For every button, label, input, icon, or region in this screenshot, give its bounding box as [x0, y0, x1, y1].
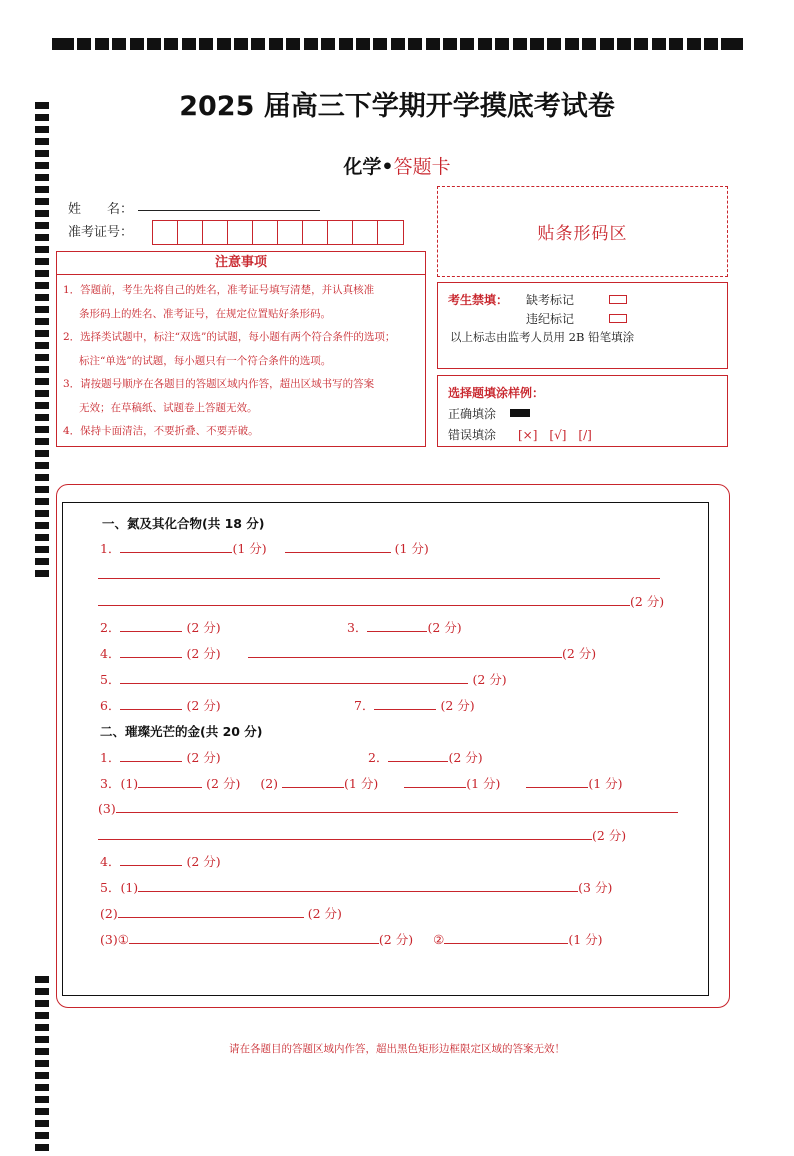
- points: (2 分): [472, 672, 507, 687]
- answer-line[interactable]: [98, 592, 664, 610]
- wrong-fill-label: 错误填涂: [448, 428, 497, 442]
- answer-line-s2q3[interactable]: [100, 774, 623, 792]
- id-label: 准考证号：: [68, 225, 134, 240]
- sub-number: (3)①: [100, 932, 129, 947]
- sub-number: (3): [98, 801, 116, 816]
- answer-line-q3[interactable]: [347, 618, 462, 636]
- question-number: 1．: [100, 541, 121, 556]
- id-boxes[interactable]: [152, 220, 404, 245]
- points: (2 分): [307, 906, 342, 921]
- answer-line[interactable]: [98, 826, 626, 844]
- id-box[interactable]: [353, 221, 378, 244]
- points: (1 分): [568, 932, 603, 947]
- points: (1 分): [344, 776, 379, 791]
- footer-note: 请在各题目的答题区域内作答，超出黑色矩形边框限定区域的答案无效！: [229, 1043, 565, 1055]
- sub-number: (1): [120, 880, 139, 895]
- fill-example-heading: 选择题填涂样例：: [448, 386, 545, 400]
- question-number: 7．: [354, 698, 375, 713]
- question-number: 4．: [100, 646, 121, 661]
- points: (2 分): [186, 698, 221, 713]
- question-number: 4．: [100, 854, 121, 869]
- name-label: 姓 名：: [68, 202, 134, 217]
- answer-line[interactable]: [98, 800, 678, 816]
- sub-number: (2): [100, 906, 118, 921]
- name-field[interactable]: [138, 210, 320, 211]
- barcode-label: 贴条形码区: [537, 224, 628, 244]
- notice-item: 3．请按题号顺序在各题目的答题区域内作答，超出区域书写的答案: [63, 378, 375, 390]
- forbidden-box: [437, 282, 728, 369]
- answer-line[interactable]: [100, 930, 603, 948]
- forbidden-label: 考生禁填：: [448, 293, 509, 307]
- timing-marks-left-2: [35, 976, 49, 1156]
- answer-line-q5[interactable]: [100, 670, 507, 688]
- violation-mark-label: 违纪标记: [526, 312, 575, 326]
- points: (1 分): [394, 541, 429, 556]
- id-box[interactable]: [178, 221, 203, 244]
- absent-mark-label: 缺考标记: [526, 293, 575, 307]
- points: (2 分): [186, 750, 221, 765]
- question-number: 5．: [100, 880, 121, 895]
- points: (2 分): [427, 620, 462, 635]
- points: (2 分): [186, 854, 221, 869]
- points: (2 分): [440, 698, 475, 713]
- sub-number: ②: [433, 932, 445, 947]
- question-number: 2．: [100, 620, 121, 635]
- answer-line-q2[interactable]: [100, 618, 221, 636]
- points: (2 分): [206, 776, 241, 791]
- question-number: 1．: [100, 750, 121, 765]
- answer-line-q6[interactable]: [100, 696, 221, 714]
- wrong-fill-samples: [×] [√] [/]: [518, 428, 592, 442]
- points: (3 分): [578, 880, 613, 895]
- answer-line-q7[interactable]: [354, 696, 475, 714]
- points: (2 分): [562, 646, 597, 661]
- subtitle: [0, 152, 794, 179]
- id-box[interactable]: [153, 221, 178, 244]
- correct-fill-sample: [510, 409, 530, 417]
- answer-line-q4[interactable]: [100, 644, 221, 662]
- absent-mark-box[interactable]: [609, 295, 627, 304]
- answer-line-q1[interactable]: [100, 539, 429, 557]
- sub-number: (2): [260, 776, 279, 791]
- id-box[interactable]: [378, 221, 403, 244]
- points: (2 分): [378, 932, 414, 947]
- fill-example-box: [437, 375, 728, 447]
- id-box[interactable]: [203, 221, 228, 244]
- notice-box: [56, 251, 426, 447]
- points: (2 分): [592, 828, 627, 843]
- section-heading-1: 一、氮及其化合物(共 18 分): [102, 516, 265, 531]
- answer-line-s2q2[interactable]: [368, 748, 483, 766]
- id-box[interactable]: [303, 221, 328, 244]
- notice-item-cont: 标注“单选”的试题，每小题只有一个符合条件的选项。: [79, 354, 332, 367]
- notice-item-cont: 无效；在草稿纸、试题卷上答题无效。: [79, 401, 258, 414]
- card-label: 答题卡: [393, 156, 451, 178]
- exam-title: 2025 届高三下学期开学摸底考试卷: [179, 91, 615, 122]
- id-box[interactable]: [228, 221, 253, 244]
- answer-line-s2q1[interactable]: [100, 748, 221, 766]
- section-heading-2: 二、璀璨光芒的金(共 20 分): [100, 724, 263, 739]
- question-number: 3．: [347, 620, 368, 635]
- answer-line[interactable]: [248, 644, 596, 662]
- correct-fill-label: 正确填涂: [448, 407, 497, 421]
- answer-line-s2q4[interactable]: [100, 852, 221, 870]
- id-box[interactable]: [253, 221, 278, 244]
- violation-mark-box[interactable]: [609, 314, 627, 323]
- points: (2 分): [448, 750, 483, 765]
- timing-marks-top: [52, 38, 744, 50]
- barcode-area: [437, 186, 728, 277]
- points: (2 分): [186, 646, 221, 661]
- points: (1 分): [466, 776, 501, 791]
- notice-item: 4．保持卡面清洁，不要折叠、不要弄破。: [63, 425, 259, 437]
- question-number: 2．: [368, 750, 389, 765]
- notice-item-cont: 条形码上的姓名、准考证号，在规定位置贴好条形码。: [79, 307, 331, 320]
- notice-item: 2．选择类试题中，标注“双选”的试题，每小题有两个符合条件的选项；: [63, 331, 396, 343]
- answer-line[interactable]: [98, 566, 660, 582]
- question-number: 3．: [100, 776, 121, 791]
- points: (2 分): [186, 620, 221, 635]
- answer-line-s2q5[interactable]: [100, 878, 612, 896]
- points: (1 分): [588, 776, 623, 791]
- question-number: 6．: [100, 698, 121, 713]
- sub-number: (1): [120, 776, 139, 791]
- forbidden-note: 以上标志由监考人员用 2B 铅笔填涂: [450, 330, 635, 344]
- notice-heading: 注意事项: [57, 252, 425, 275]
- answer-line[interactable]: [100, 904, 342, 922]
- notice-item: 1．答题前，考生先将自己的姓名，准考证号填写清楚，并认真核准: [63, 284, 375, 296]
- points: (2 分): [630, 594, 665, 609]
- question-number: 5．: [100, 672, 121, 687]
- subject-label: 化学•: [343, 156, 394, 178]
- id-box[interactable]: [328, 221, 353, 244]
- points: (1 分): [232, 541, 267, 556]
- id-box[interactable]: [278, 221, 303, 244]
